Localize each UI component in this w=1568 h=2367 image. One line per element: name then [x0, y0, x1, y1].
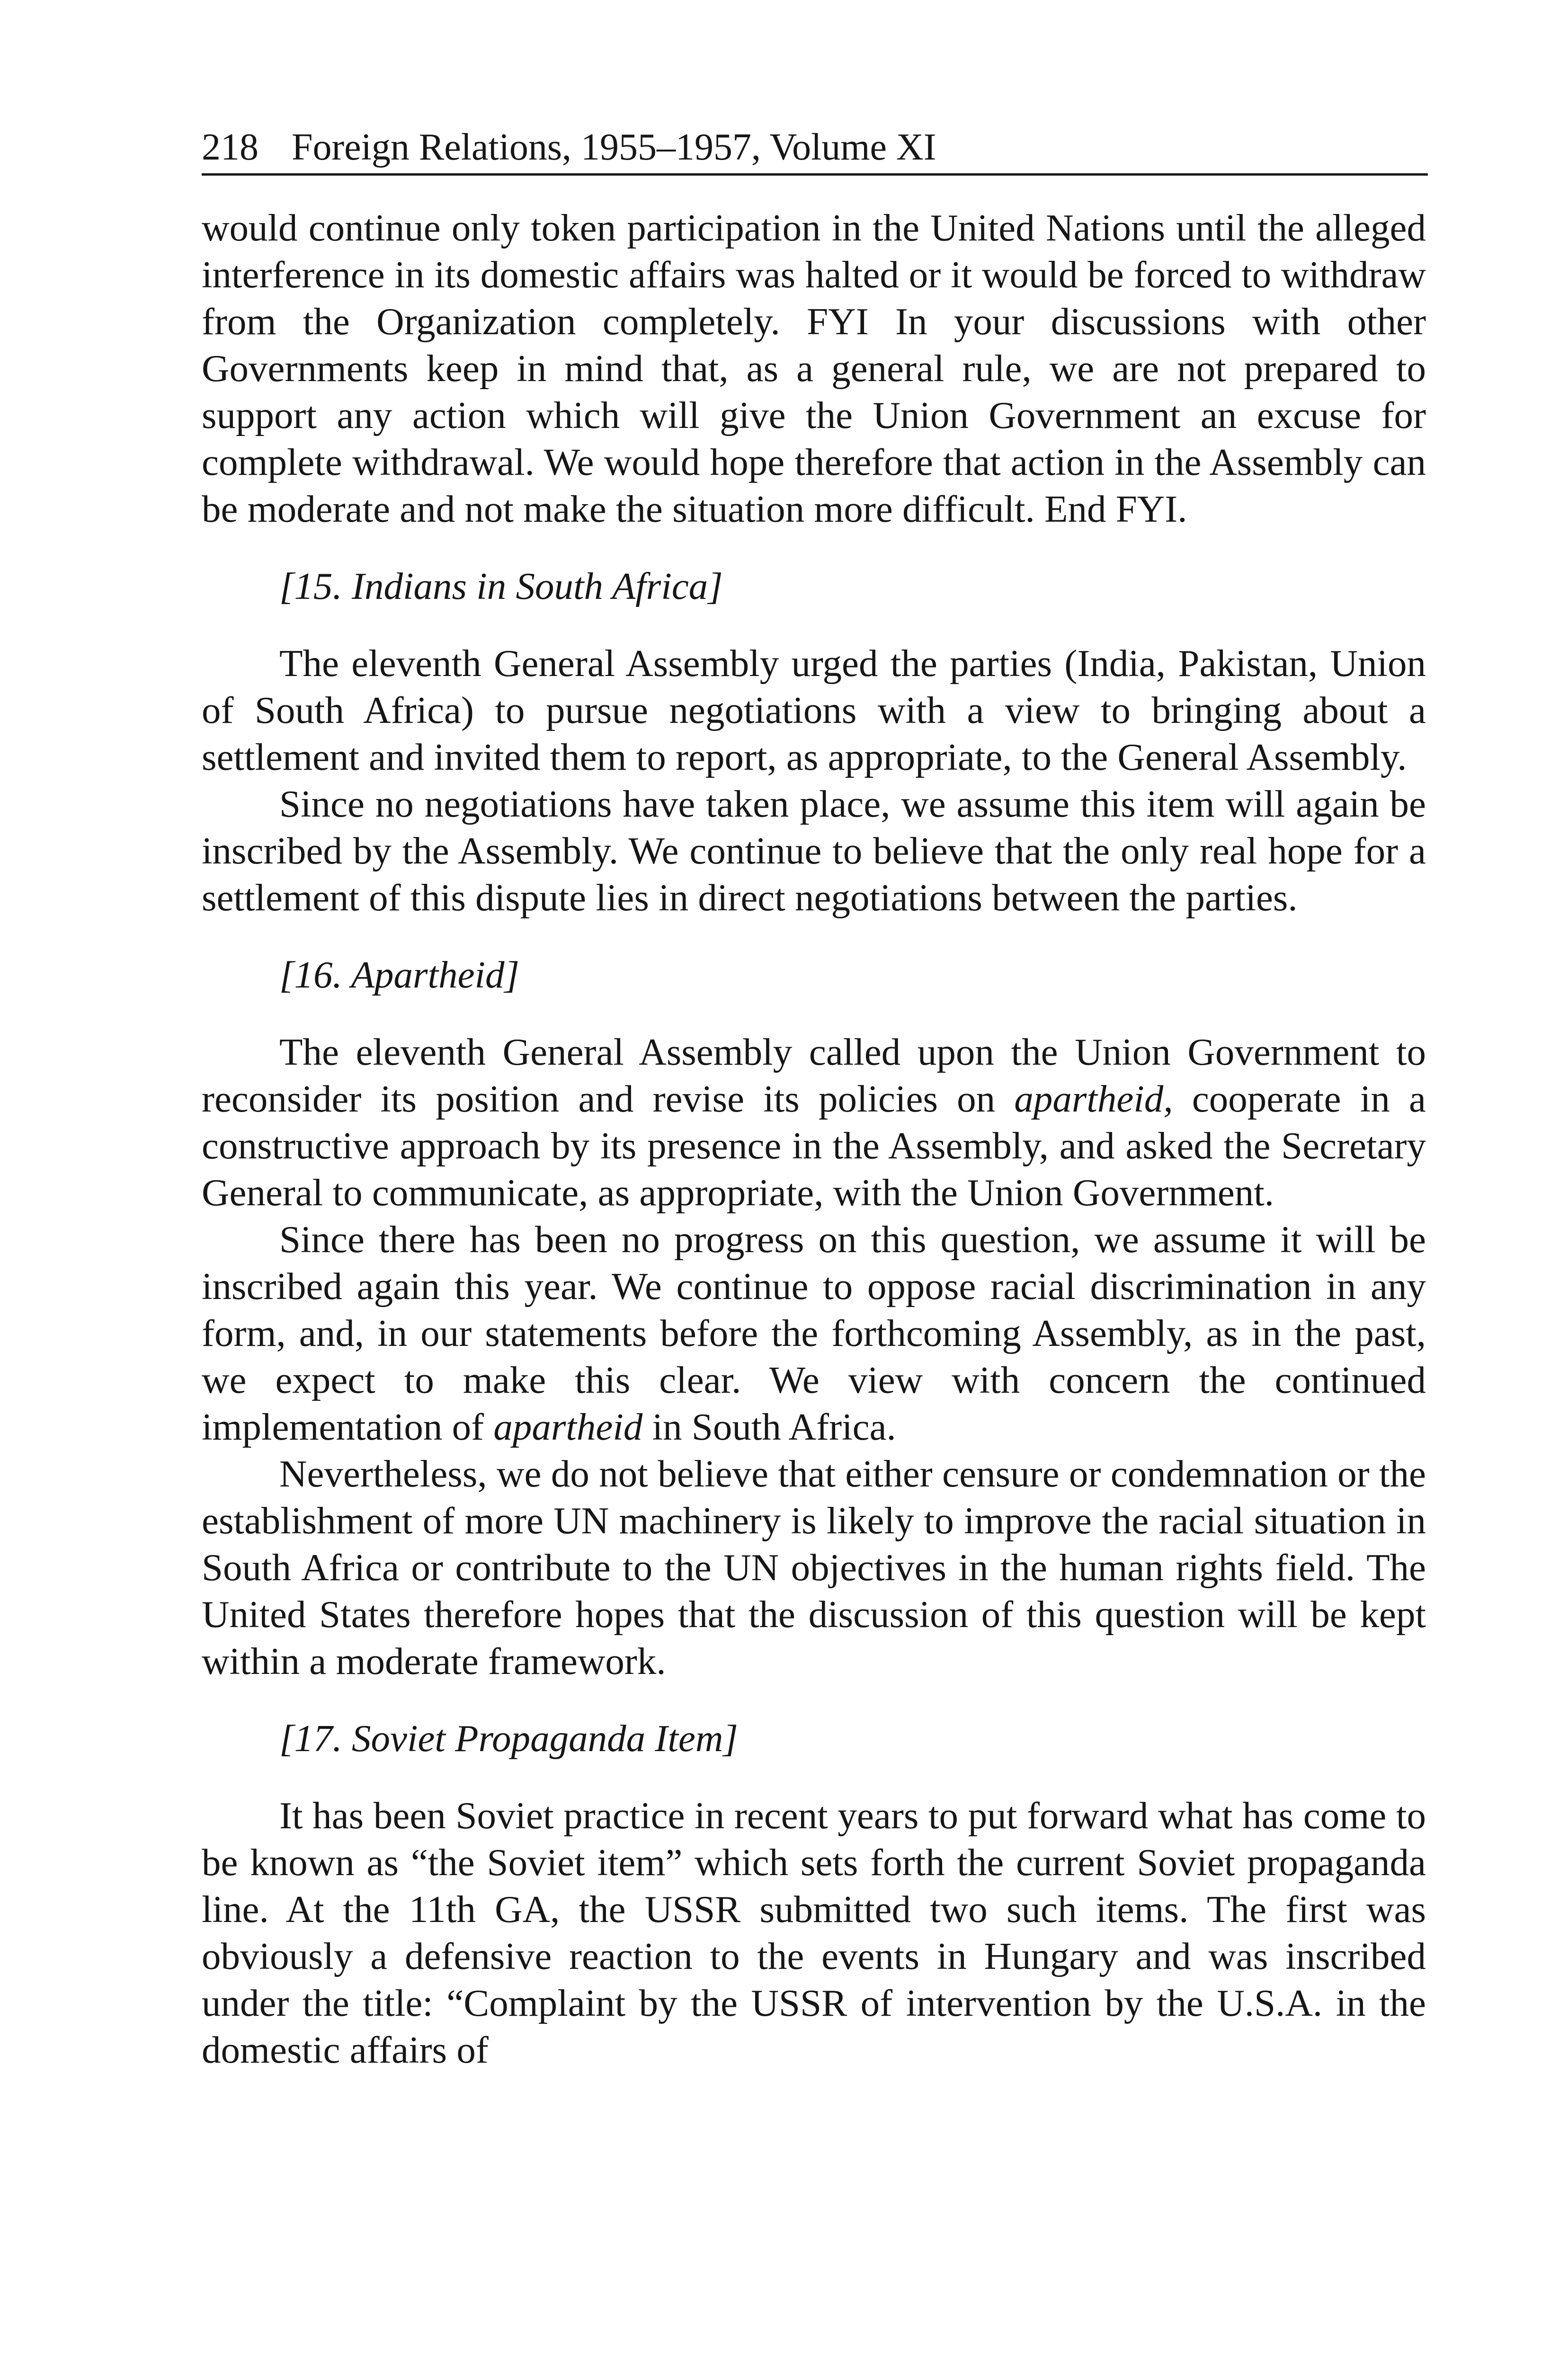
paragraph-16-1 — [202, 1029, 1426, 1216]
page-number: 218 — [202, 126, 258, 168]
paragraph-16-1-text-a: The eleventh General Assembly called upon the Union Government to reconsider its position and revise its policies on — [202, 1031, 1426, 1120]
paragraph-continued: would continue only token participation in the United Nations until the alleged interference in its domestic affairs was halted or it would be forced to withdraw from the Organization completely. FYI In your discussions with other Governments keep in mind that, as a general rule, we are not prepared to support any action which will give the Union Government an excuse for complete withdrawal. We would hope therefore that action in the Assembly can be moderate and not make the situation more difficult. End FYI. — [202, 206, 1426, 530]
section-heading-15: [15. Indians in South Africa] — [279, 565, 723, 607]
running-head — [202, 121, 1428, 176]
paragraph-15-1: The eleventh General Assembly urged the parties (India, Pakistan, Union of South Africa) to pursue negotiations with a view to bringing about a settlement and invited them to report, as appropriate, to the General Assembly. — [202, 642, 1426, 778]
section-heading-16: [16. Apartheid] — [279, 953, 520, 996]
paragraph-16-1-text-b: cooperate in a constructive approach by its presence in the Assembly, and asked the Secretary General to communicate, as appropriate, with the Union Government. — [202, 1077, 1426, 1214]
paragraph-16-3: Nevertheless, we do not believe that either censure or condemnation or the establishment of more UN machinery is likely to improve the racial situation in South Africa or contribute to the UN objectives in the human rights field. The United States therefore hopes that the discussion of this question will be kept within a moderate framework. — [202, 1452, 1426, 1682]
paragraph-17-1: It has been Soviet practice in recent years to put forward what has come to be known as “the Soviet item” which sets forth the current Soviet propaganda line. At the 11th GA, the USSR submitted two such items. The first was obviously a defensive reaction to the events in Hungary and was inscribed under the title: “Complaint by the USSR of intervention by the U.S.A. in the domestic affairs of — [202, 1794, 1426, 2071]
volume-title: Foreign Relations, 1955–1957, Volume XI — [292, 126, 936, 168]
apartheid-term: apartheid, — [1014, 1077, 1173, 1120]
section-heading-17: [17. Soviet Propaganda Item] — [279, 1717, 738, 1760]
body-text — [202, 205, 1426, 2073]
paragraph-16-2-text-b: in South Africa. — [642, 1406, 896, 1448]
paragraph-16-2 — [202, 1216, 1426, 1450]
paragraph-15-2: Since no negotiations have taken place, we assume this item will again be inscribed by the Assembly. We continue to believe that the only real hope for a settlement of this dispute lies in direct negotiations between the parties. — [202, 783, 1426, 919]
paragraph-16-2-text-a: Since there has been no progress on this question, we assume it will be inscribed again this year. We continue to oppose racial discrimination in any form, and, in our statements before the forthcoming Assembly, as in the past, we expect to make this clear. We view with concern the continued implementation of — [202, 1218, 1426, 1448]
apartheid-term: apartheid — [493, 1406, 643, 1448]
